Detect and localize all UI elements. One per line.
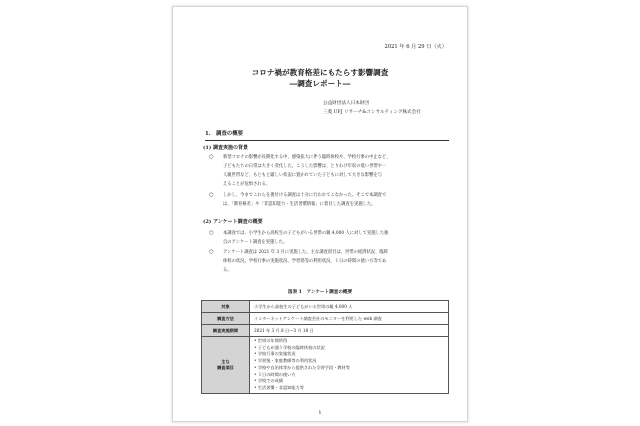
table-value: 小学生から高校生の子どもがいる世帯の親 4,000 人	[250, 301, 449, 313]
text-line: 人親世帯など、もともと厳しい状況に置かれていた子どもに対して大きな影響を与	[223, 173, 382, 178]
table-row	[202, 313, 449, 325]
list-item: • 学校や自治体等から提供された学習手段・教材等	[254, 365, 444, 372]
report-date: 2021 年 6 月 29 日（火）	[384, 44, 447, 50]
survey-items-list	[254, 337, 444, 393]
survey-overview-table	[201, 300, 449, 394]
organization-2: 三菱 UFJ リサーチ&コンサルティング株式会社	[323, 110, 421, 115]
table-key-line: 調査項目	[217, 364, 234, 370]
list-item: • 学習塾・家庭教師等の利用状況	[254, 358, 444, 365]
table-row	[202, 337, 449, 394]
section-heading: 1. 調査の概要	[205, 131, 243, 137]
table-key-line: 主な	[221, 358, 230, 364]
bullet-marker: ○	[209, 154, 214, 160]
text-line: 子どもたちの日常は大きく変化した。こうした影響は、とりわけ年収の低い世帯や一	[223, 164, 387, 169]
table-row	[202, 301, 449, 313]
section-divider	[205, 140, 449, 141]
text-line: る。	[223, 268, 232, 273]
text-line: 本調査では、小学生から高校生の子どもがいる世帯の親 4,000 人に対して実施した独	[223, 231, 389, 236]
table-value: 2021 年 3 月 8 日～3 月 18 日	[250, 325, 449, 337]
list-item: • １日の時間の使い方	[254, 372, 444, 379]
text-line: アンケート調査は 2021 年 3 月に実施した。主な調査項目は、世帯の経済状況、臨時	[223, 250, 388, 255]
bullet-marker: ○	[209, 249, 214, 255]
text-line: しかし、今までこれらを裏付ける調査は十分に行われてこなかった。そこで本調査で	[223, 193, 387, 198]
page-number: 1	[318, 410, 322, 416]
paragraph-background-2	[223, 191, 449, 209]
subsection-survey-heading: (2) アンケート調査の概要	[203, 219, 263, 225]
bullet-marker: ○	[209, 192, 214, 198]
table-key: 対象	[202, 301, 250, 313]
text-line: は、「教育格差」や「非認知能力・生活習慣情報」に着目した調査を実施した。	[223, 202, 376, 207]
list-item: • 学校行事の実施状況	[254, 351, 444, 358]
organization-1: 公益財団法人日本財団	[323, 101, 369, 106]
table-row	[202, 325, 449, 337]
list-item: • 学校での成績	[254, 378, 444, 385]
table-key	[202, 337, 250, 394]
list-item: • 生活習慣・非認知能力等	[254, 385, 444, 392]
table-caption: 図表 1 アンケート調査の概要	[287, 290, 353, 295]
paragraph-survey-2	[223, 248, 449, 275]
text-line: 自のアンケート調査を実施した。	[223, 240, 288, 245]
text-line: えることが危惧される。	[223, 182, 271, 187]
paragraph-survey-1	[223, 229, 449, 247]
document-page	[172, 6, 468, 422]
subsection-background-heading: (1) 調査実施の背景	[203, 145, 248, 151]
paragraph-background-1	[223, 153, 449, 189]
report-subtitle: ―調査レポート―	[289, 79, 351, 88]
text-line: 休校の状況、学校行事の実施状況、学習塾等の利用状況、１日の時間の使い方等であ	[223, 259, 387, 264]
table-value	[250, 337, 449, 394]
table-key: 調査方法	[202, 313, 250, 325]
list-item: • 世帯の年間所得	[254, 338, 444, 345]
report-title: コロナ禍が教育格差にもたらす影響調査	[251, 68, 389, 77]
bullet-marker: ○	[209, 230, 214, 236]
list-item: • 子どもが通う学校の臨時休校の状況	[254, 345, 444, 352]
table-value: インターネットアンケート調査会社のモニターを利用した web 調査	[250, 313, 449, 325]
table-key: 調査実施期間	[202, 325, 250, 337]
text-line: 新型コロナの影響が長期化する中、感染拡大に伴う臨時休校や、学校行事の中止など、	[223, 155, 391, 160]
